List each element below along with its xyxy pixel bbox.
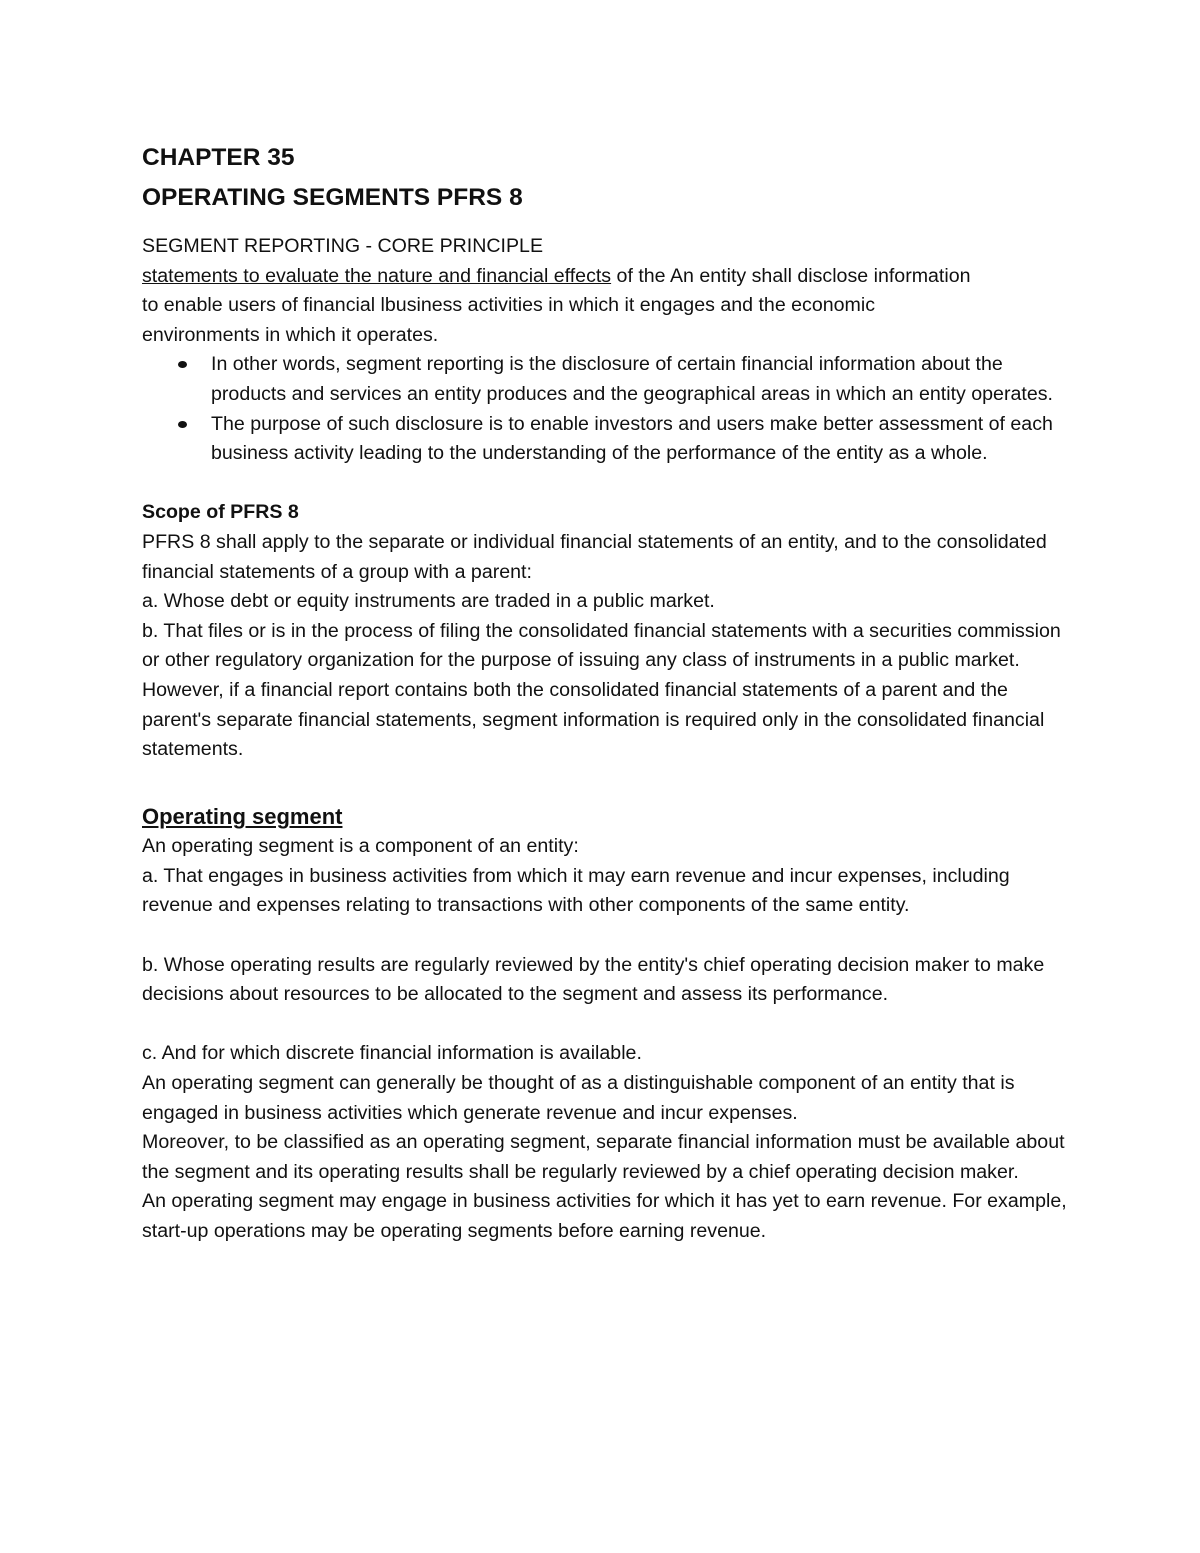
chapter-number: CHAPTER 35 — [142, 144, 295, 171]
operating-segment-item-a: a. That engages in business activities from which it may earn revenue and incur expenses, including revenue and expenses relating to transactions with other components of the same entity. — [142, 864, 1010, 917]
core-principle-line-1 — [142, 262, 1072, 292]
spacer — [142, 218, 1072, 232]
bullet-dot-icon — [178, 421, 187, 428]
blank-line — [142, 765, 1072, 795]
bullet-dot-icon — [178, 361, 187, 368]
scope-item-b: b. That files or is in the process of filing the consolidated financial statements with a securities commission or other regulatory organization for the purpose of issuing any class of instruments in a public market. — [142, 619, 1061, 672]
operating-segment-intro: An operating segment is a component of an entity: — [142, 835, 579, 858]
operating-segment-item-b: b. Whose operating results are regularly reviewed by the entity's chief operating decision maker to make decisions about resources to be allocated to the segment and assess its performance. — [142, 953, 1045, 1006]
core-principle-line-2: to enable users of financial lbusiness activities in which it engages and the economic — [142, 294, 876, 317]
core-principle-line-3: environments in which it operates. — [142, 323, 439, 346]
blank-line — [142, 469, 1072, 499]
scope-intro: PFRS 8 shall apply to the separate or individual financial statements of an entity, and to the consolidated financial statements of a group with a parent: — [142, 530, 1047, 583]
blank-line — [142, 1010, 1072, 1040]
bullet-item — [211, 350, 1072, 409]
operating-segment-para-1: An operating segment can generally be thought of as a distinguishable component of an entity that is engaged in business activities which generate revenue and incur expenses. — [142, 1072, 1015, 1124]
core-principle-bullet-list — [142, 350, 1072, 468]
bullet-text: The purpose of such disclosure is to enable investors and users make better assessment of each business activity leading to the understanding of the performance of the entity as a whole. — [211, 412, 1053, 465]
scope-item-a: a. Whose debt or equity instruments are traded in a public market. — [142, 590, 715, 613]
operating-segment-para-2: Moreover, to be classified as an operating segment, separate financial information must be available about the segment and its operating results shall be regularly reviewed by a chief operating decision maker. — [142, 1131, 1065, 1183]
core-principle-underlined-text: statements to evaluate the nature and financial effects — [142, 264, 612, 287]
scope-heading: Scope of PFRS 8 — [142, 501, 299, 524]
operating-segment-para-3: An operating segment may engage in business activities for which it has yet to earn revenue. For example, start-up operations may be operating segments before earning revenue. — [142, 1190, 1067, 1242]
blank-line — [142, 921, 1072, 951]
document-page — [142, 138, 1072, 1247]
core-principle-line-1-rest: of the An entity shall disclose information — [611, 264, 971, 287]
operating-segment-item-c: c. And for which discrete financial information is available. — [142, 1042, 642, 1065]
chapter-title: OPERATING SEGMENTS PFRS 8 — [142, 184, 523, 211]
scope-however: However, if a financial report contains both the consolidated financial statements of a parent and the parent's separate financial statements, segment information is required only in the consolidated financial statements. — [142, 678, 1045, 761]
core-principle-heading: SEGMENT REPORTING - CORE PRINCIPLE — [142, 235, 544, 257]
bullet-text: In other words, segment reporting is the disclosure of certain financial information about the products and services an entity produces and the geographical areas in which an entity operates. — [211, 353, 1053, 405]
operating-segment-heading: Operating segment — [142, 804, 343, 830]
bullet-item — [211, 410, 1072, 469]
